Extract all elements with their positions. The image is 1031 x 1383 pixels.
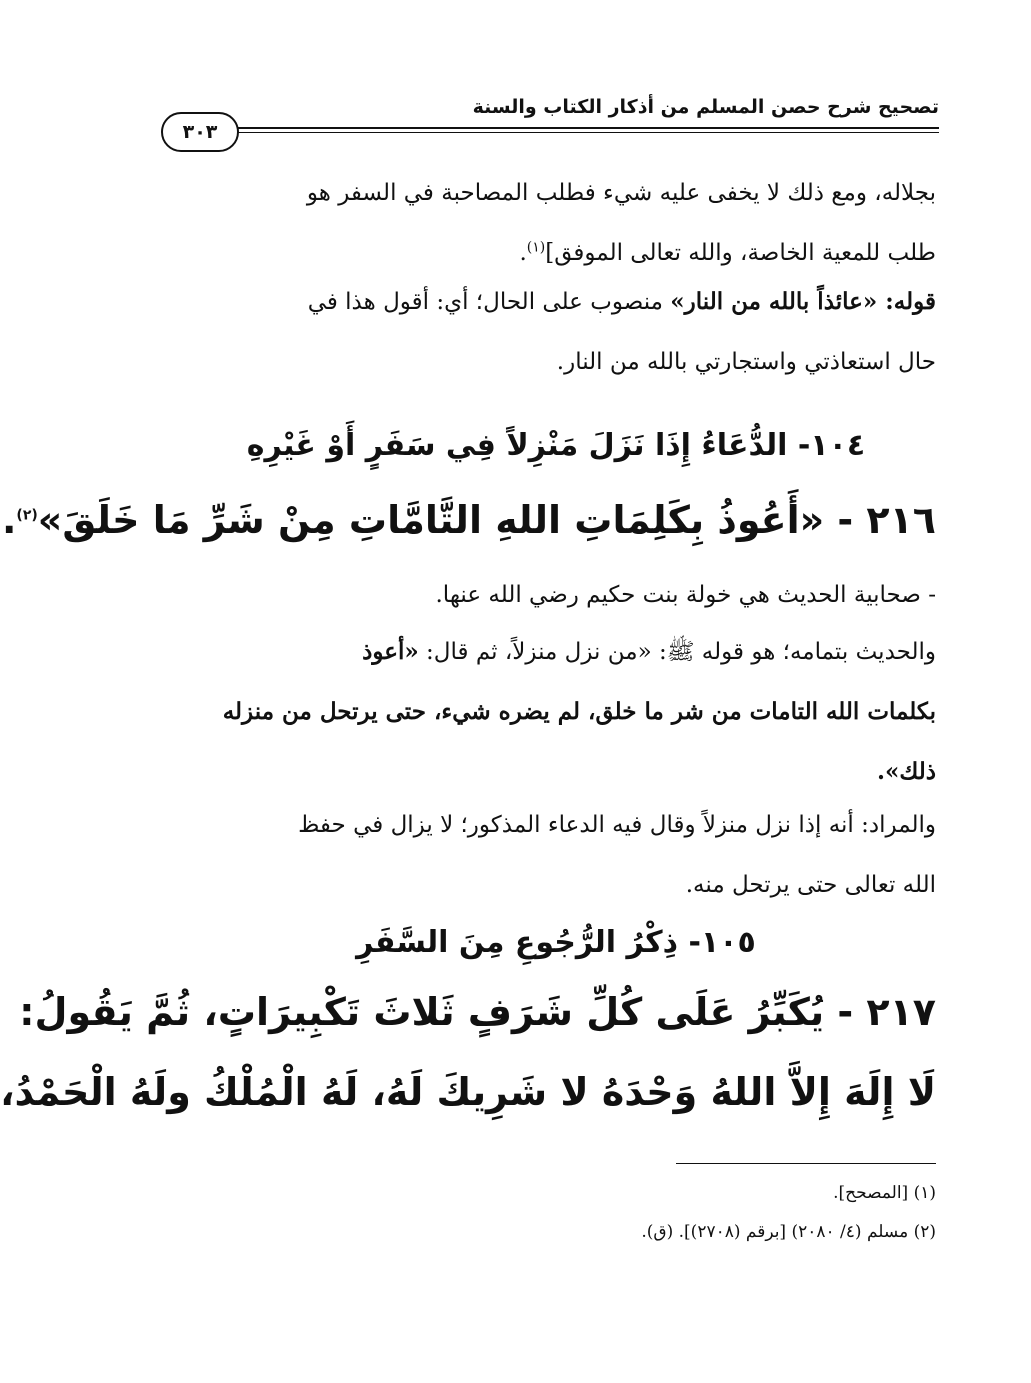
paragraph-text: والحديث بتمامه؛ هو قوله ﷺ: «من نزل منزلاً، ثم قال: bbox=[426, 639, 936, 665]
paragraph-line: حال استعاذتي واستجارتي بالله من النار. bbox=[556, 349, 936, 375]
paragraph-line: - صحابية الحديث هي خولة بنت حكيم رضي الله عنها. bbox=[435, 582, 936, 608]
section-title-104: ١٠٤- الدُّعَاءُ إِذَا نَزَلَ مَنْزِلاً فِي سَفَرٍ أَوْ غَيْرِهِ bbox=[246, 428, 866, 463]
footnote-mark: (٢) bbox=[16, 507, 38, 524]
punctuation: . bbox=[1, 498, 17, 542]
paragraph-text: طلب للمعية الخاصة، والله تعالى الموفق] bbox=[545, 240, 936, 266]
paragraph-meaning bbox=[166, 795, 936, 915]
header-rule bbox=[231, 127, 939, 129]
paragraph-text: منصوب على الحال؛ أي: أقول هذا في bbox=[307, 289, 663, 315]
paragraph-line: بجلاله، ومع ذلك لا يخفى عليه شيء فطلب المصاحبة في السفر هو bbox=[306, 180, 936, 206]
paragraph-line: ذلك». bbox=[876, 758, 936, 785]
running-title: تصحيح شرح حصن المسلم من أذكار الكتاب والسنة bbox=[472, 96, 939, 118]
header-rule-thin bbox=[231, 132, 939, 133]
paragraph-companion bbox=[166, 565, 936, 625]
hadith-text: ٢١٦ - «أَعُوذُ بِكَلِمَاتِ اللهِ التَّامَّاتِ مِنْ شَرِّ مَا خَلَقَ» bbox=[37, 498, 936, 542]
quoted-phrase: قوله: «عائذاً بالله من النار» bbox=[670, 288, 936, 315]
paragraph-line: الله تعالى حتى يرتحل منه. bbox=[685, 872, 936, 898]
footnote-2: (٢) مسلم (٤/ ٢٠٨٠) [برقم (٢٧٠٨)]. (ق). bbox=[641, 1222, 936, 1242]
quoted-phrase: «أعوذ bbox=[362, 638, 419, 665]
footnote-1: (١) [المصحح]. bbox=[833, 1183, 936, 1203]
hadith-217-line-2: لَا إِلَهَ إِلاَّ اللهُ وَحْدَهُ لا شَرِيكَ لَهُ، لَهُ الْمُلْكُ ولَهُ الْحَمْدُ، bbox=[0, 1070, 936, 1114]
footnote-rule bbox=[676, 1163, 936, 1164]
punctuation: . bbox=[519, 240, 527, 266]
paragraph-commentary bbox=[166, 272, 936, 392]
page-number: ٣٠٣ bbox=[161, 112, 239, 152]
paragraph-line bbox=[166, 272, 936, 332]
paragraph-full-hadith bbox=[166, 622, 936, 802]
paragraph-continuation bbox=[166, 163, 936, 283]
paragraph-line bbox=[166, 622, 936, 682]
hadith-217-line-1: ٢١٧ - يُكَبِّرُ عَلَى كُلِّ شَرَفٍ ثَلاثَ تَكْبِيرَاتٍ، ثُمَّ يَقُولُ: bbox=[19, 990, 936, 1034]
paragraph-line: بكلمات الله التامات من شر ما خلق، لم يضره شيء، حتى يرتحل من منزله bbox=[222, 698, 936, 725]
section-title-105: ١٠٥- ذِكْرُ الرُّجُوعِ مِنَ السَّفَرِ bbox=[356, 925, 756, 960]
hadith-216 bbox=[1, 498, 936, 542]
paragraph-line: والمراد: أنه إذا نزل منزلاً وقال فيه الدعاء المذكور؛ لا يزال في حفظ bbox=[298, 812, 936, 838]
footnote-mark: (١) bbox=[526, 239, 546, 256]
